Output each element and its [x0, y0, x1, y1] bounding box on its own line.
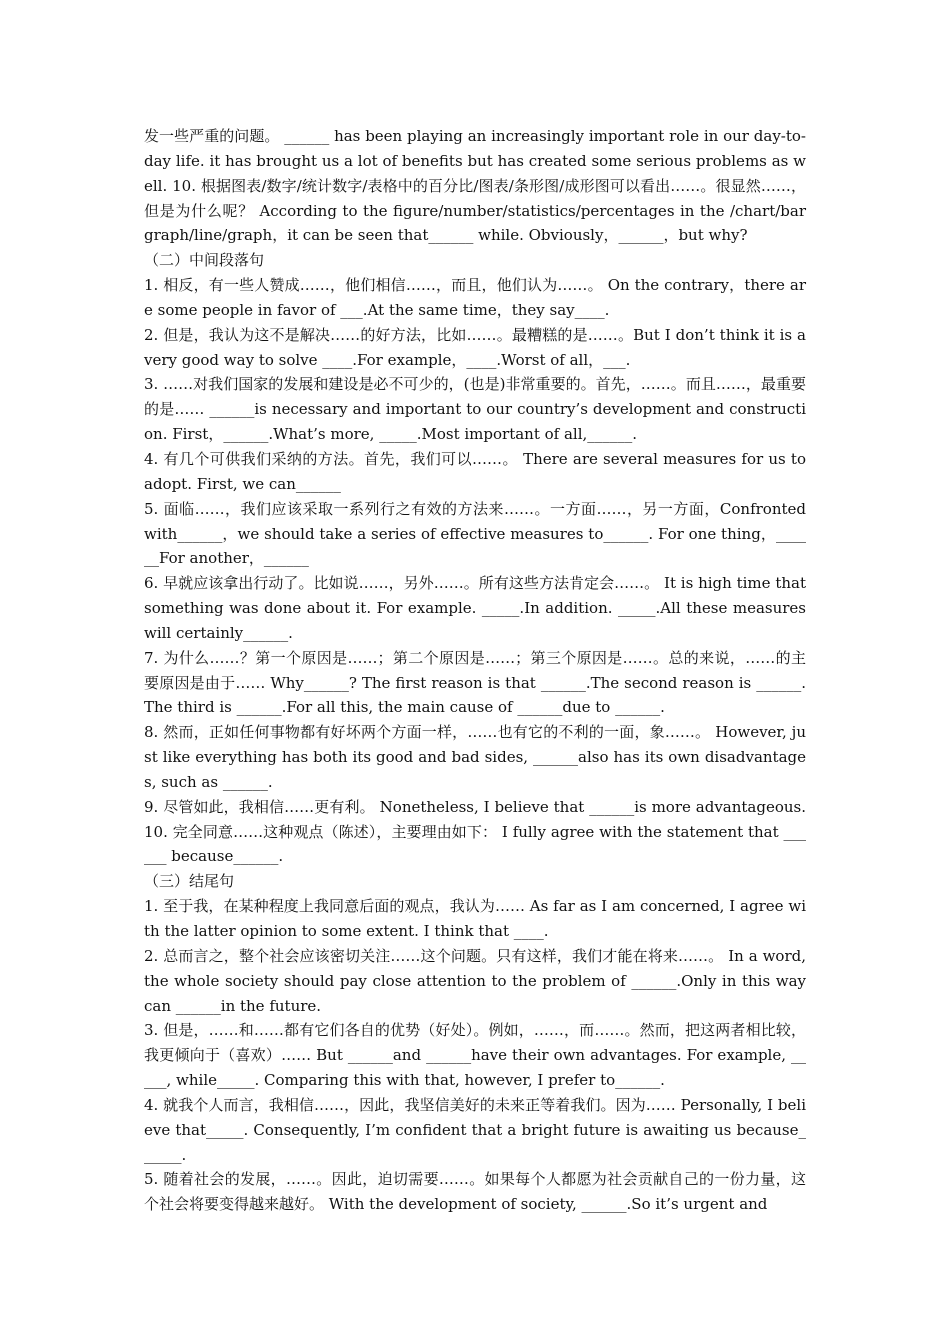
section-heading-ending: （三）结尾句 — [144, 872, 235, 891]
section-heading-middle: （二）中间段落句 — [144, 251, 265, 270]
middle-item-4: 4. 有几个可供我们采纳的方法。首先，我们可以……。 There are several measures for us to adopt. First, we can______ — [144, 449, 806, 493]
document-page — [144, 124, 806, 1217]
middle-item-7: 7. 为什么……？第一个原因是……；第二个原因是……；第三个原因是……。总的来说，……的主要原因是由于…… Why______? The first reason is that ______.The second reason is ______.The third is ______.For all this, the main cause of ______due to ______. — [144, 648, 806, 717]
ending-item-1: 1. 至于我，在某种程度上我同意后面的观点，我认为…… As far as I am concerned, I agree with the latter opinion to some extent. I think that ____. — [144, 897, 806, 940]
middle-item-8: 8. 然而，正如任何事物都有好坏两个方面一样，……也有它的不利的一面，象……。 However, just like everything has both its good and bad sides, ______also has its own disadvantages, such as ______. — [144, 723, 806, 791]
intro-paragraph: 发一些严重的问题。 ______ has been playing an increasingly important role in our day-to-day life. it has brought us a lot of benefits but has created some serious problems as well. 10. 根据图表/数字/统计数字/表格中的百分比/图表/条形图/成形图可以看出……。很显然……，但是为什么呢？ According to the figure/number/statistics/percentages in the /chart/bar graph/line/graph，it can be seen that______ while. Obviously，______，but why? — [144, 127, 806, 245]
ending-item-5: 5. 随着社会的发展，……。因此，迫切需要……。如果每个人都愿为社会贡献自己的一份力量，这个社会将要变得越来越好。 With the development of society, ______.So it’s urgent and — [144, 1170, 806, 1214]
middle-item-2: 2. 但是，我认为这不是解决……的好方法，比如……。最糟糕的是……。But I don’t think it is a very good way to solve ____.For example，____.Worst of all，___. — [144, 325, 806, 369]
middle-item-6: 6. 早就应该拿出行动了。比如说……，另外……。所有这些方法肯定会……。 It is high time that something was done about it. For example. _____.In addition. _____.All these measures will certainly______. — [144, 574, 806, 642]
middle-item-9: 9. 尽管如此，我相信……更有利。 Nonetheless, I believe that ______is more advantageous. 10. 完全同意……这种观点（陈述），主要理由如下： I fully agree with the statement that ______ because______. — [144, 797, 806, 866]
ending-item-4: 4. 就我个人而言，我相信……，因此，我坚信美好的未来正等着我们。因为…… Personally, I believe that_____. Consequently, I’m confident that a bright future is awaiting us because______. — [144, 1095, 806, 1164]
middle-item-1: 1. 相反，有一些人赞成……，他们相信……，而且，他们认为……。 On the contrary，there are some people in favor of ___.At the same time，they say____. — [144, 276, 806, 319]
middle-item-5: 5. 面临……，我们应该采取一系列行之有效的方法来……。一方面……，另一方面，Confronted with______，we should take a series of effective measures to______. For one thing，______For another，______ — [144, 499, 806, 568]
ending-item-2: 2. 总而言之，整个社会应该密切关注……这个问题。只有这样，我们才能在将来……。 In a word, the whole society should pay close attention to the problem of ______.Only in this way can ______in the future. — [144, 946, 806, 1015]
ending-item-3: 3. 但是，……和……都有它们各自的优势（好处）。例如，……，而……。然而，把这两者相比较，我更倾向于（喜欢）…… But ______and ______have their own advantages. For example, _____, while_____. Comparing this with that, however, I prefer to______. — [144, 1021, 806, 1090]
middle-item-3: 3. ……对我们国家的发展和建设是必不可少的，(也是)非常重要的。首先，……。而且……，最重要的是…… ______is necessary and important to our country’s development and construction. First，______.What’s more, _____.Most important of all,______. — [144, 375, 806, 444]
